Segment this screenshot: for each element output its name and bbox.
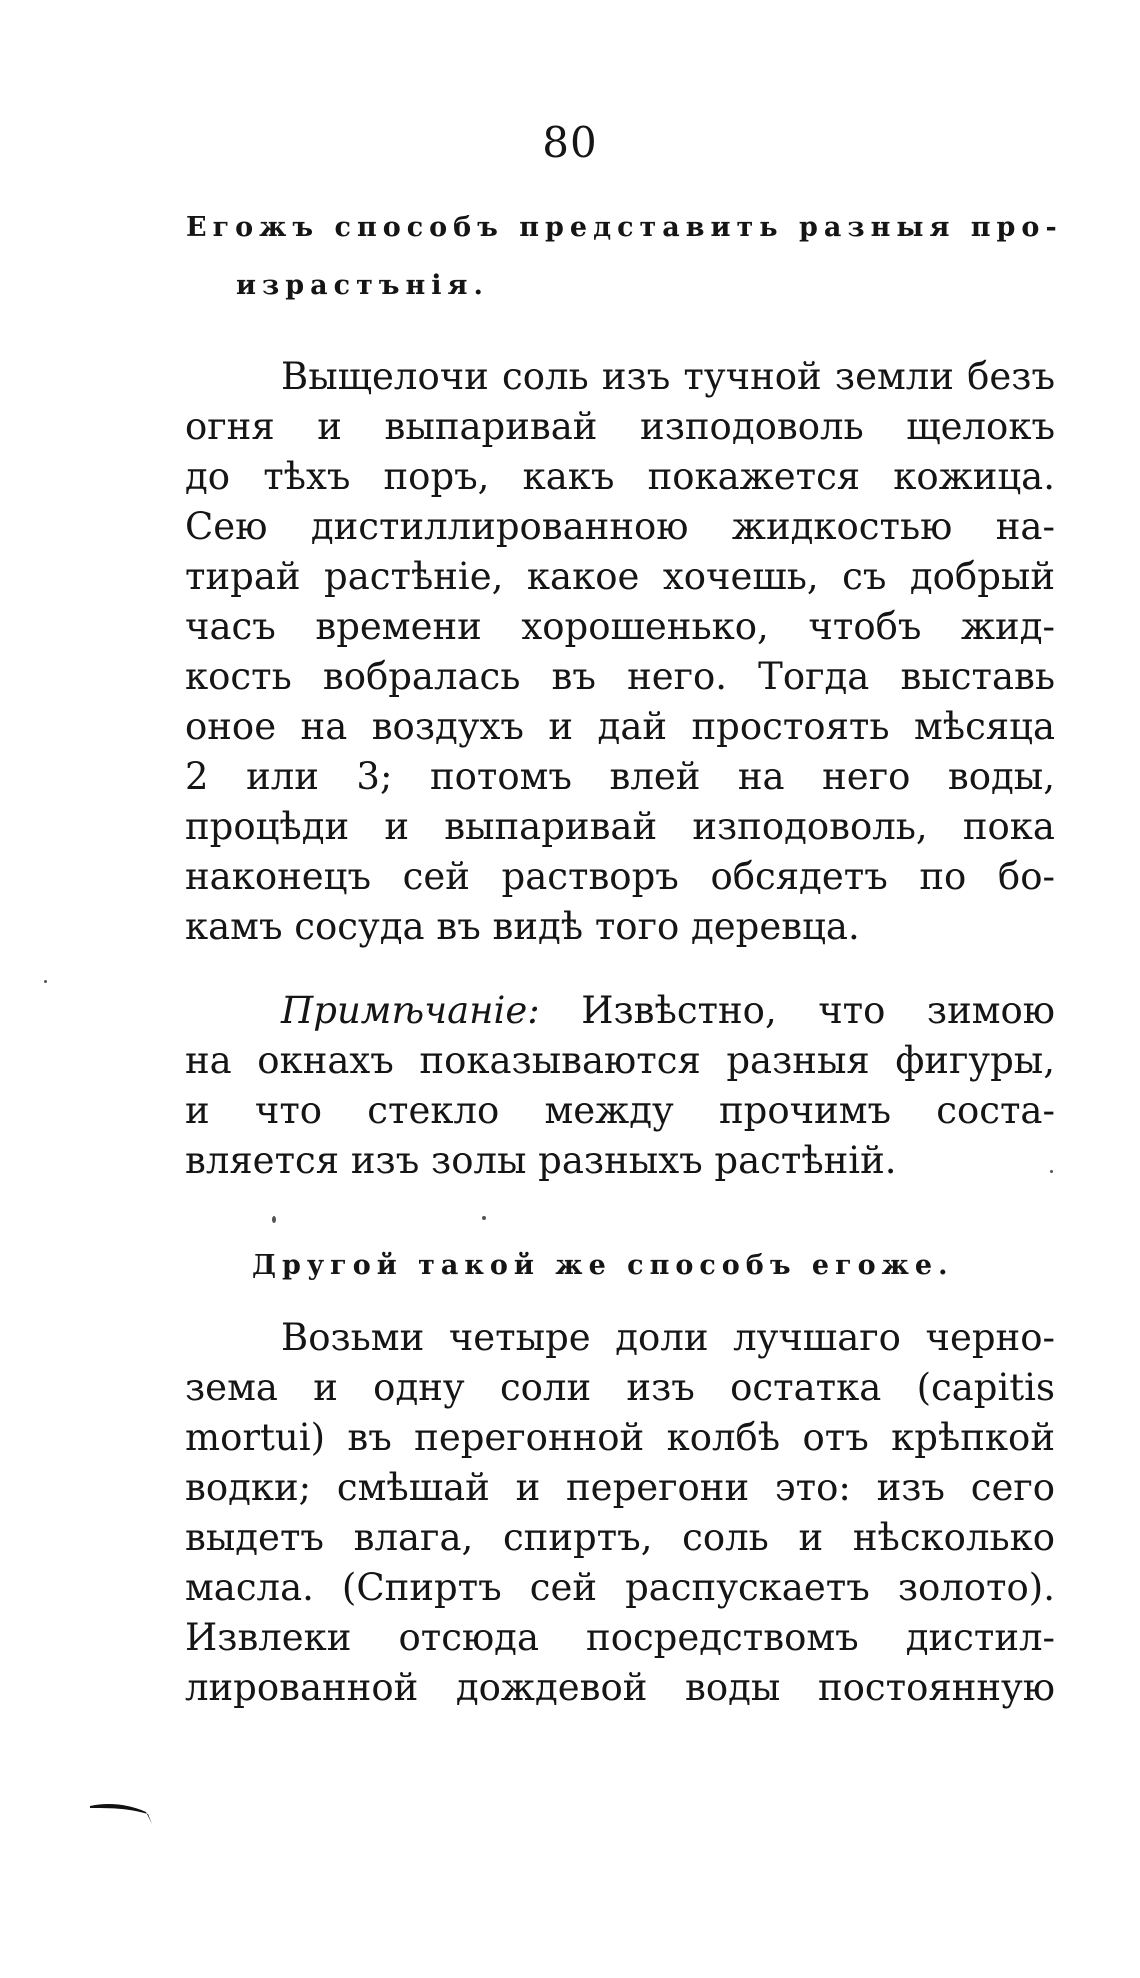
text-line: до тѣхъ поръ, какъ покажется кожица. bbox=[185, 455, 1055, 498]
text-line: лированной дождевой воды постоянную bbox=[185, 1666, 1055, 1709]
ink-mark-icon bbox=[88, 1800, 158, 1830]
speck-icon bbox=[272, 1216, 276, 1223]
text-line: оное на воздухъ и дай простоять мѣсяца bbox=[185, 705, 1055, 748]
section-heading-2: Другой такой же способъ егоже. bbox=[252, 1250, 954, 1281]
paragraph-note bbox=[185, 986, 1055, 1186]
text-line: огня и выпаривай изподоволь щелокъ bbox=[185, 405, 1055, 448]
text-line: водки; смѣшай и перегони это: изъ сего bbox=[185, 1466, 1055, 1509]
text-line: Выщелочи соль изъ тучной земли безъ bbox=[281, 355, 1055, 398]
text-line: на окнахъ показываются разныя фигуры, bbox=[185, 1039, 1055, 1082]
text-line: зема и одну соли изъ остатка (capitis bbox=[185, 1366, 1055, 1409]
note-label: Примѣчаніе: bbox=[281, 989, 540, 1032]
note-first-line bbox=[185, 986, 1055, 1036]
section-heading-line-1: Егожъ способъ представить разныя про- bbox=[186, 212, 1063, 243]
text-line: Извлеки отсюда посредствомъ дистил- bbox=[185, 1616, 1055, 1659]
text-line: часъ времени хорошенько, чтобъ жид- bbox=[185, 605, 1055, 648]
text-line: выдетъ влага, спиртъ, соль и нѣсколько bbox=[185, 1516, 1055, 1559]
text-line: 2 или 3; потомъ влей на него воды, bbox=[185, 755, 1055, 798]
text-line: наконецъ сей растворъ обсядетъ по бо- bbox=[185, 855, 1055, 898]
speck-icon bbox=[1050, 1170, 1053, 1173]
text-line: камъ сосуда въ видѣ того деревца. bbox=[185, 905, 860, 948]
text-line: и что стекло между прочимъ соста- bbox=[185, 1089, 1055, 1132]
text-line: Сею дистиллированною жидкостью на- bbox=[185, 505, 1055, 548]
text-line: тирай растѣніе, какое хочешь, съ добрый bbox=[185, 555, 1055, 598]
text-line: Возьми четыре доли лучшаго черно- bbox=[281, 1316, 1055, 1359]
page-number: 80 bbox=[542, 118, 598, 167]
section-heading-line-2: израстънія. bbox=[236, 270, 489, 301]
text-line: масла. (Спиртъ сей распускаетъ золото). bbox=[185, 1566, 1055, 1609]
text-line: вляется изъ золы разныхъ растѣній. bbox=[185, 1139, 897, 1182]
text-line: кость вобралась въ него. Тогда выставь bbox=[185, 655, 1055, 698]
speck-icon bbox=[482, 1216, 486, 1220]
text-line: процѣди и выпаривай изподоволь, пока bbox=[185, 805, 1055, 848]
paragraph-method-2 bbox=[185, 1313, 1055, 1713]
paragraph-method bbox=[185, 352, 1055, 952]
speck-icon bbox=[44, 980, 47, 983]
text-line: mortui) въ перегонной колбѣ отъ крѣпкой bbox=[185, 1416, 1055, 1459]
note-first-line-text: Извѣстно, что зимою bbox=[539, 989, 1055, 1032]
